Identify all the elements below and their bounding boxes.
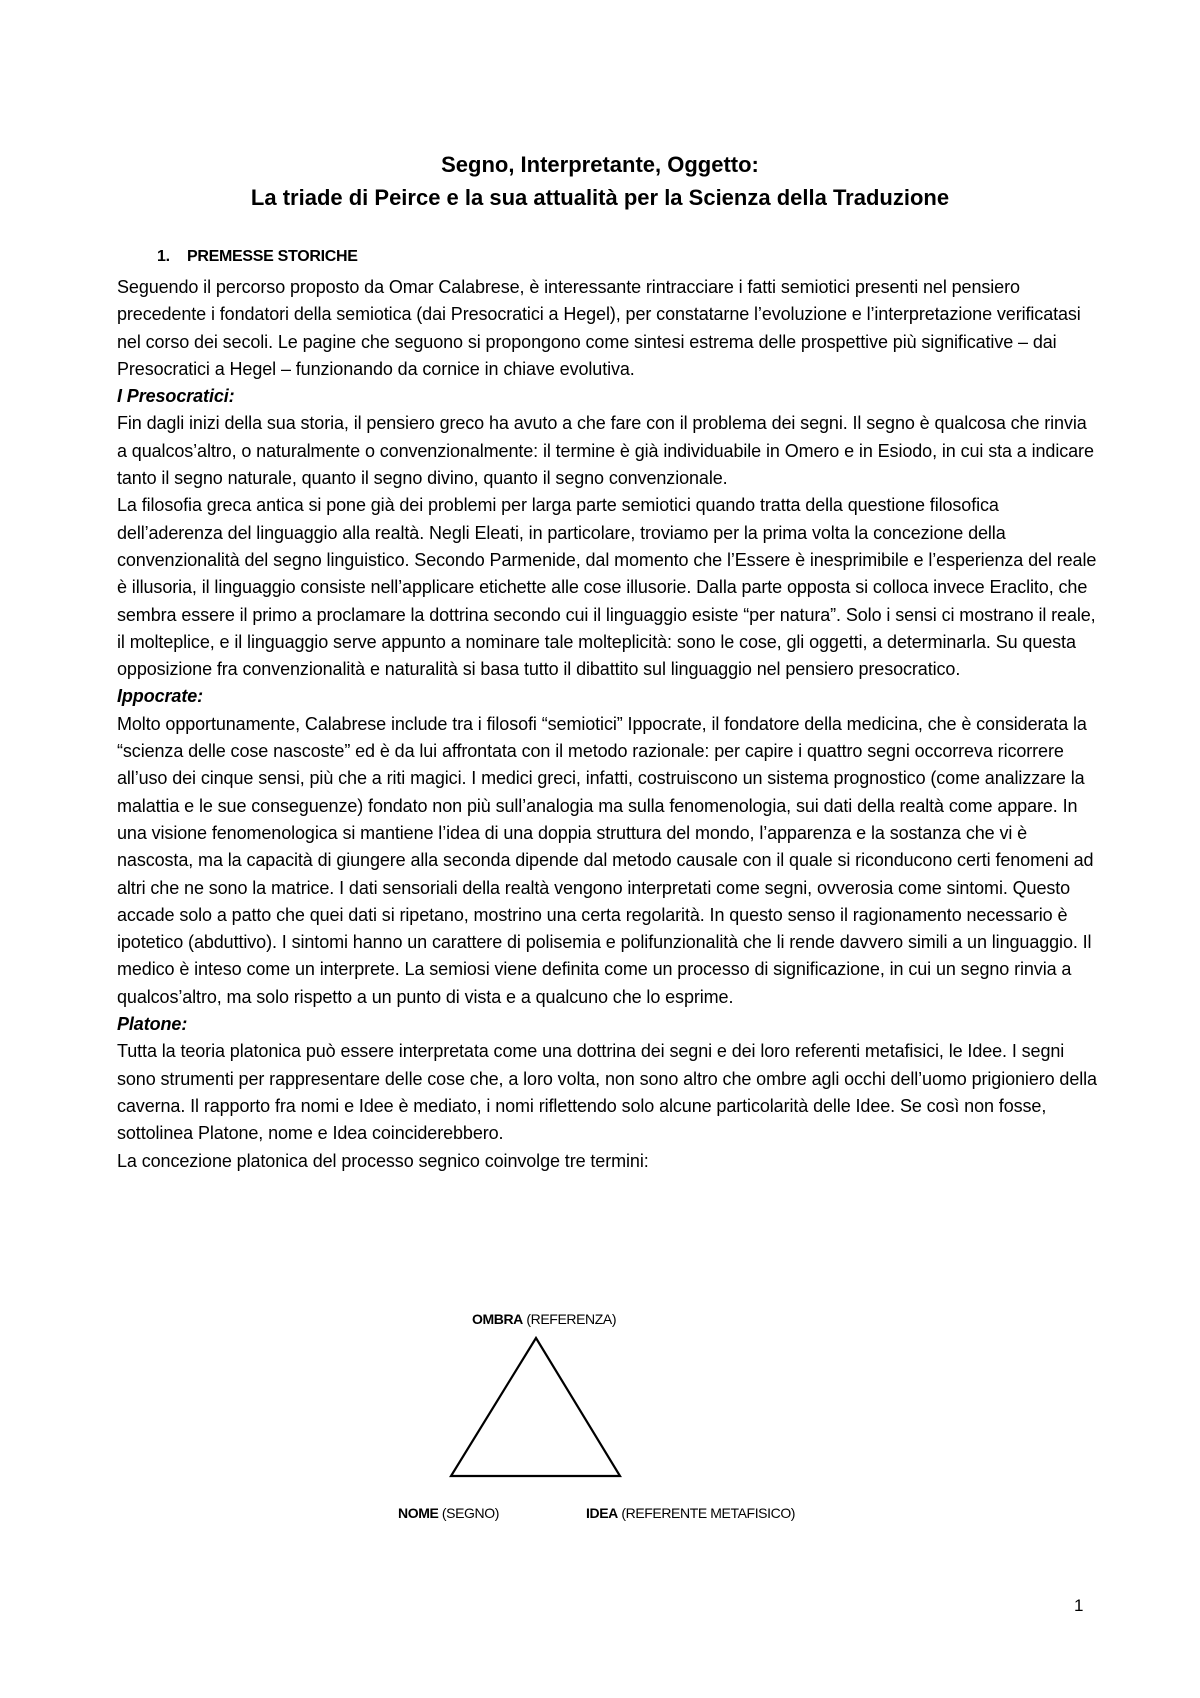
subheading-ippocrate: Ippocrate: (117, 686, 204, 707)
label-referente-metafisico: (REFERENTE METAFISICO) (617, 1505, 796, 1521)
triangle-shape (451, 1338, 620, 1476)
title-line-2: La triade di Peirce e la sua attualità per la Scienza della Traduzione (250, 185, 950, 210)
label-referenza: (REFERENZA) (522, 1311, 617, 1327)
paragraph-platone-1: Tutta la teoria platonica può essere interpretata come una dottrina dei segni e dei loro referenti metafisici, le Idee. I segni sono strumenti per rappresentare delle cose che, a loro volta, non sono altro che ombre agli occhi dell’uomo prigioniero della caverna. Il rapporto fra nomi e Idee è mediato, i nomi riflettendo solo alcune particolarità delle Idee. Se così non fosse, sottolinea Platone, nome e Idea coinciderebbero. (117, 1041, 1097, 1144)
diagram-label-left (398, 1505, 499, 1521)
page-number: 1 (1074, 1596, 1084, 1615)
label-segno: (SEGNO) (438, 1505, 499, 1521)
paragraph-platone-2: La concezione platonica del processo segnico coinvolge tre termini: (117, 1150, 649, 1171)
paragraph-intro: Seguendo il percorso proposto da Omar Calabrese, è interessante rintracciare i fatti semiotici presenti nel pensiero precedente i fondatori della semiotica (dai Presocratici a Hegel), per constatarne l’evoluzione e l’interpretazione verificatasi nel corso dei secoli. Le pagine che seguono si propongono come sintesi estrema delle prospettive più significative – dai Presocratici a Hegel – funzionando da cornice in chiave evolutiva. (117, 277, 1081, 379)
paragraph-ippocrate: Molto opportunamente, Calabrese include tra i filosofi “semiotici” Ippocrate, il fondatore della medicina, che è considerata la “scienza delle cose nascoste” ed è da lui affrontata con il metodo razionale: per capire i quattro segni occorreva ricorrere all’uso dei cinque sensi, più che a riti magici. I medici greci, infatti, costruiscono un sistema prognostico (come analizzare la malattia e le sue conseguenze) fondato non più sull’analogia ma sulla fenomenologia, sui dati della realtà come appare. In una visione fenomenologica si mantiene l’idea di una doppia struttura del mondo, l’apparenza e la sostanza che vi è nascosta, ma la capacità di giungere alla seconda dipende dal metodo causale con il quale si riconducono certi fenomeni ad altri che ne sono la matrice. I dati sensoriali della realtà vengono interpretati come segni, ovverosia come sintomi. Questo accade solo a patto che quei dati si ripetano, mostrino una certa regolarità. In questo senso il ragionamento necessario è ipotetico (abduttivo). I sintomi hanno un carattere di polisemia e polifunzionalità che li rende davvero simili a un linguaggio. Il medico è inteso come un interprete. La semiosi viene definita come un processo di significazione, in cui un segno rinvia a qualcos’altro, ma solo rispetto a un punto di vista e a qualcuno che lo esprime. (117, 713, 1094, 1007)
document-body (117, 274, 1097, 1175)
label-idea: IDEA (586, 1505, 618, 1521)
label-nome: NOME (398, 1505, 439, 1521)
paragraph-presocratici-2: La filosofia greca antica si pone già dei problemi per larga parte semiotici quando tratta della questione filosofica dell’aderenza del linguaggio alla realtà. Negli Eleati, in particolare, troviamo per la prima volta la concezione della convenzionalità del segno linguistico. Secondo Parmenide, dal momento che l’Essere è inesprimibile e l’esperienza del reale è illusoria, il linguaggio consiste nell’applicare etichette alle cose illusorie. Dalla parte opposta si colloca invece Eraclito, che sembra essere il primo a proclamare la dottrina secondo cui il linguaggio esiste “per natura”. Solo i sensi ci mostrano il reale, il molteplice, e il linguaggio serve appunto a nominare tale molteplicità: sono le cose, gli oggetti, a determinarla. Su questa opposizione fra convenzionalità e naturalità si basa tutto il dibattito sul linguaggio nel pensiero presocratico. (117, 495, 1097, 680)
diagram-label-top (472, 1311, 616, 1327)
section-title: PREMESSE STORICHE (187, 248, 358, 265)
subheading-presocratici: I Presocratici: (117, 386, 235, 407)
subheading-platone: Platone: (117, 1014, 188, 1035)
section-number: 1. (157, 248, 170, 265)
label-ombra: OMBRA (472, 1311, 523, 1327)
paragraph-presocratici-1: Fin dagli inizi della sua storia, il pensiero greco ha avuto a che fare con il problema dei segni. Il segno è qualcosa che rinvia a qualcos’altro, o naturalmente o convenzionalmente: il termine è già individuabile in Omero e in Esiodo, in cui sta a indicare tanto il segno naturale, quanto il segno divino, quanto il segno convenzionale. (117, 413, 1094, 489)
diagram-label-right (586, 1505, 795, 1521)
title-line-1: Segno, Interpretante, Oggetto: (441, 152, 759, 177)
section-heading (157, 248, 358, 266)
document-title (0, 148, 1200, 214)
